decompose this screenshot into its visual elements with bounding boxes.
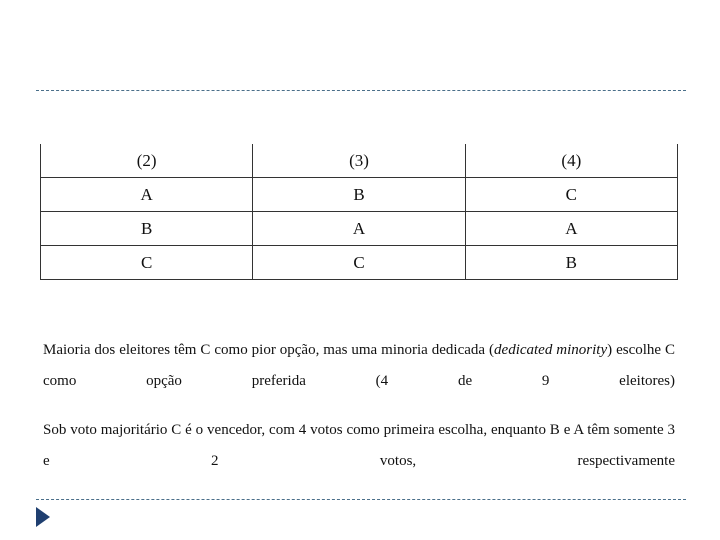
table-header-row xyxy=(41,144,678,178)
preference-table xyxy=(40,144,678,280)
table-cell: A xyxy=(465,212,677,246)
table-cell: C xyxy=(465,178,677,212)
table-cell: B xyxy=(465,246,677,280)
table-row xyxy=(41,246,678,280)
paragraph-minority-text: Maioria dos eleitores têm C como pior opção, mas uma minoria dedicada ( xyxy=(43,342,495,358)
table-cell: C xyxy=(41,246,253,280)
triangle-right-icon xyxy=(36,507,50,527)
paragraph-minority-text-end: ) escolhe C como opção preferida (4 de 9 eleitores) xyxy=(43,342,676,389)
table-cell: A xyxy=(41,178,253,212)
paragraph-majority-vote: Sob voto majoritário C é o vencedor, com 4 votos como primeira escolha, enquanto B e A têm somente 3 e 2 votos, respectivamente xyxy=(43,422,675,469)
table-header-cell: (2) xyxy=(41,144,253,178)
paragraph-minority-italic: dedicated minority xyxy=(494,342,608,358)
top-dashed-divider xyxy=(36,90,686,91)
table-header-cell: (4) xyxy=(465,144,677,178)
table-row xyxy=(41,212,678,246)
table-cell: B xyxy=(253,178,465,212)
table-cell: C xyxy=(253,246,465,280)
table-row xyxy=(41,178,678,212)
bottom-dashed-divider xyxy=(36,499,686,500)
table-header-cell: (3) xyxy=(253,144,465,178)
table-cell: B xyxy=(41,212,253,246)
table-cell: A xyxy=(253,212,465,246)
